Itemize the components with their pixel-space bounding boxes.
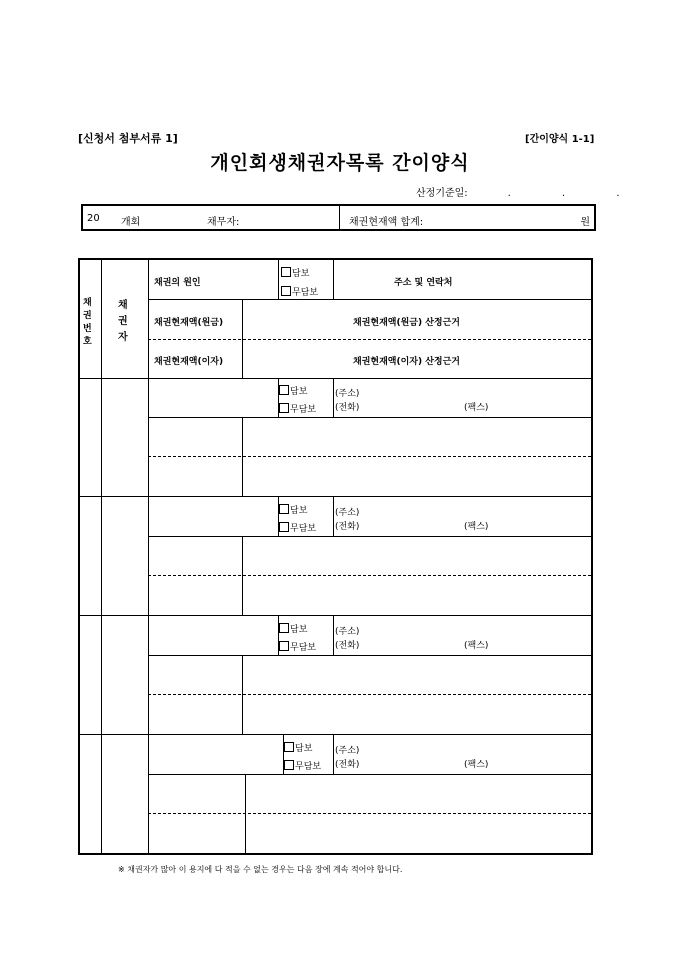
case-suffix: 개회: [121, 217, 141, 228]
checkbox-icon: [279, 623, 289, 633]
entry-address-label: (주소): [335, 389, 360, 399]
checkbox-icon: [281, 286, 291, 296]
page-title: 개인회생채권자목록 간이양식: [210, 152, 470, 174]
col-divider: [242, 655, 243, 734]
entry-phone-label: (전화): [335, 403, 360, 413]
col-divider: [333, 734, 334, 774]
entry-address-label: (주소): [335, 746, 360, 756]
checkbox-icon: [284, 742, 294, 752]
basis-date-value[interactable]: . . .: [507, 188, 644, 199]
row-divider: [148, 774, 591, 775]
row-divider: [80, 378, 591, 379]
total-label: 채권현재액 합계:: [349, 217, 424, 228]
entry-unsecured-label: 무담보: [290, 643, 317, 653]
col-divider: [333, 260, 334, 299]
header-creditor: 채권자: [118, 300, 128, 343]
form-type-label: [간이양식 1-1]: [525, 134, 595, 145]
checkbox-icon: [284, 760, 294, 770]
entry-secured-option[interactable]: [279, 503, 307, 516]
entry-secured-label: 담보: [290, 387, 308, 397]
col-divider: [101, 260, 102, 853]
col-divider: [278, 260, 279, 299]
basis-date: [416, 184, 644, 199]
header-address: 주소 및 연락처: [394, 278, 453, 288]
row-divider: [148, 536, 591, 537]
header-unsecured-option[interactable]: [281, 285, 318, 298]
checkbox-icon: [279, 403, 289, 413]
row-divider-dashed: [148, 813, 591, 814]
entry-unsecured-label: 무담보: [295, 762, 322, 772]
entry-unsecured-option[interactable]: [279, 521, 316, 534]
header-secured-option[interactable]: [281, 266, 309, 279]
row-divider-dashed: [148, 575, 591, 576]
header-cause: 채권의 원인: [154, 278, 201, 288]
checkbox-icon: [281, 267, 291, 277]
row-divider-dashed: [148, 456, 591, 457]
attachment-label: [신청서 첨부서류 1]: [78, 132, 178, 145]
entry-unsecured-option[interactable]: [284, 759, 321, 772]
checkbox-icon: [279, 504, 289, 514]
entry-phone-label: (전화): [335, 641, 360, 651]
header-secured-label: 담보: [292, 269, 310, 279]
entry-fax-label: (팩스): [464, 641, 489, 651]
row-divider: [148, 655, 591, 656]
entry-secured-label: 담보: [290, 506, 308, 516]
row-divider: [80, 496, 591, 497]
col-divider: [242, 417, 243, 496]
entry-secured-option[interactable]: [279, 384, 307, 397]
debtor-label: 채무자:: [207, 217, 240, 228]
col-divider: [333, 378, 334, 417]
entry-unsecured-label: 무담보: [290, 405, 317, 415]
header-principal-basis: 채권현재액(원금) 산정근거: [353, 318, 460, 328]
entry-unsecured-option[interactable]: [279, 402, 316, 415]
entry-phone-label: (전화): [335, 760, 360, 770]
col-divider: [245, 774, 246, 853]
entry-fax-label: (팩스): [464, 403, 489, 413]
col-divider: [242, 299, 243, 378]
row-divider-dashed: [148, 339, 591, 340]
entry-secured-option[interactable]: [284, 741, 312, 754]
header-interest-basis: 채권현재액(이자) 산정근거: [353, 357, 460, 367]
entry-address-label: (주소): [335, 508, 360, 518]
entry-fax-label: (팩스): [464, 522, 489, 532]
row-divider-dashed: [148, 694, 591, 695]
checkbox-icon: [279, 641, 289, 651]
entry-unsecured-option[interactable]: [279, 640, 316, 653]
summary-box: [81, 204, 596, 231]
entry-fax-label: (팩스): [464, 760, 489, 770]
footnote: ※ 채권자가 많아 이 용지에 다 적을 수 없는 경우는 다음 장에 계속 적어야 합니다.: [118, 865, 403, 874]
header-principal: 채권현재액(원금): [154, 318, 224, 328]
summary-divider: [339, 206, 340, 229]
col-divider: [242, 536, 243, 615]
checkbox-icon: [279, 385, 289, 395]
row-divider: [148, 299, 591, 300]
row-divider: [80, 734, 591, 735]
currency-label: 원: [580, 217, 590, 228]
header-interest: 채권현재액(이자): [154, 357, 224, 367]
entry-secured-option[interactable]: [279, 622, 307, 635]
entry-unsecured-label: 무담보: [290, 524, 317, 534]
col-divider: [148, 260, 149, 853]
row-divider: [148, 417, 591, 418]
entry-address-label: (주소): [335, 627, 360, 637]
row-divider: [80, 615, 591, 616]
col-divider: [333, 615, 334, 655]
col-divider: [333, 496, 334, 536]
header-number: 채권번호: [83, 298, 92, 347]
entry-secured-label: 담보: [295, 744, 313, 754]
entry-secured-label: 담보: [290, 625, 308, 635]
year-prefix: 20: [87, 213, 100, 224]
basis-date-label: 산정기준일:: [416, 188, 468, 199]
creditor-table: [78, 258, 593, 855]
checkbox-icon: [279, 522, 289, 532]
header-unsecured-label: 무담보: [292, 288, 319, 298]
entry-phone-label: (전화): [335, 522, 360, 532]
